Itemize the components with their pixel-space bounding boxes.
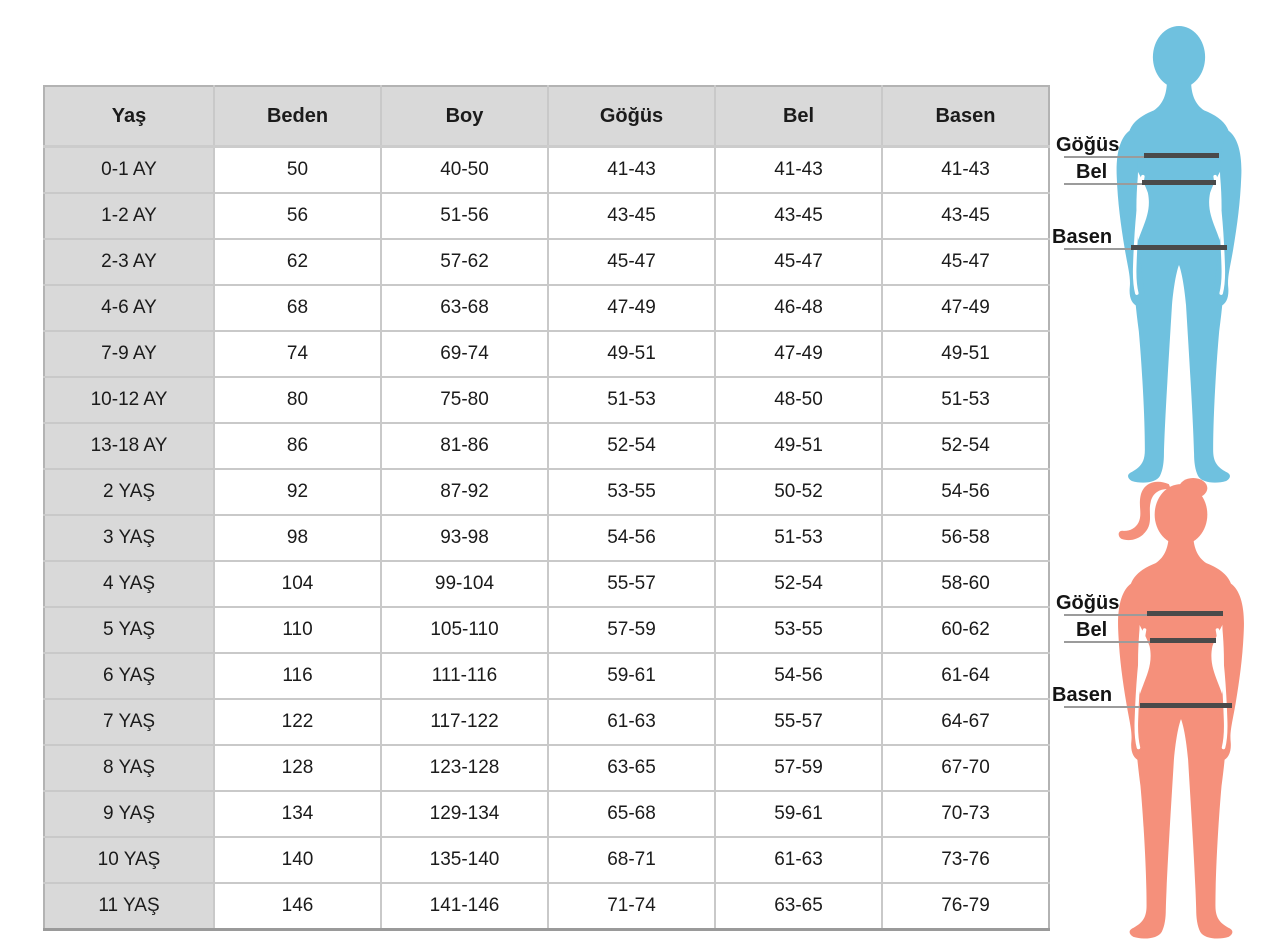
cell: 87-92 xyxy=(381,469,548,515)
size-table-header xyxy=(44,86,1049,147)
girl-silhouette-icon xyxy=(1108,476,1254,942)
row-label: 0-1 AY xyxy=(44,147,214,194)
table-row xyxy=(44,607,1049,653)
cell: 47-49 xyxy=(882,285,1049,331)
cell: 135-140 xyxy=(381,837,548,883)
column-header-2: Boy xyxy=(381,86,548,147)
cell: 54-56 xyxy=(715,653,882,699)
cell: 110 xyxy=(214,607,381,653)
table-row xyxy=(44,193,1049,239)
table-row xyxy=(44,837,1049,883)
cell: 61-64 xyxy=(882,653,1049,699)
row-label: 9 YAŞ xyxy=(44,791,214,837)
cell: 141-146 xyxy=(381,883,548,930)
cell: 45-47 xyxy=(882,239,1049,285)
cell: 76-79 xyxy=(882,883,1049,930)
measure-label-gogus-child: Göğüs xyxy=(1056,592,1120,614)
cell: 49-51 xyxy=(882,331,1049,377)
cell: 56 xyxy=(214,193,381,239)
table-row xyxy=(44,653,1049,699)
cell: 54-56 xyxy=(882,469,1049,515)
adult-female-silhouette-icon xyxy=(1108,24,1250,486)
cell: 65-68 xyxy=(548,791,715,837)
cell: 140 xyxy=(214,837,381,883)
cell: 51-53 xyxy=(715,515,882,561)
column-header-0: Yaş xyxy=(44,86,214,147)
cell: 47-49 xyxy=(715,331,882,377)
cell: 45-47 xyxy=(715,239,882,285)
cell: 81-86 xyxy=(381,423,548,469)
row-label: 7-9 AY xyxy=(44,331,214,377)
row-label: 1-2 AY xyxy=(44,193,214,239)
cell: 122 xyxy=(214,699,381,745)
cell: 129-134 xyxy=(381,791,548,837)
cell: 63-68 xyxy=(381,285,548,331)
table-row xyxy=(44,377,1049,423)
cell: 61-63 xyxy=(548,699,715,745)
cell: 51-53 xyxy=(548,377,715,423)
cell: 68-71 xyxy=(548,837,715,883)
size-table xyxy=(43,85,1050,931)
cell: 69-74 xyxy=(381,331,548,377)
row-label: 4-6 AY xyxy=(44,285,214,331)
row-label: 4 YAŞ xyxy=(44,561,214,607)
measure-line-basen-adult xyxy=(1131,245,1227,250)
row-label: 7 YAŞ xyxy=(44,699,214,745)
cell: 128 xyxy=(214,745,381,791)
cell: 62 xyxy=(214,239,381,285)
cell: 41-43 xyxy=(715,147,882,194)
cell: 92 xyxy=(214,469,381,515)
measure-label-bel-child: Bel xyxy=(1076,619,1108,641)
cell: 51-53 xyxy=(882,377,1049,423)
cell: 57-59 xyxy=(548,607,715,653)
cell: 61-63 xyxy=(715,837,882,883)
cell: 43-45 xyxy=(715,193,882,239)
row-label: 10-12 AY xyxy=(44,377,214,423)
measure-line-bel-adult xyxy=(1142,180,1216,185)
table-row xyxy=(44,791,1049,837)
cell: 67-70 xyxy=(882,745,1049,791)
cell: 52-54 xyxy=(882,423,1049,469)
table-row xyxy=(44,423,1049,469)
measure-line-gogus-adult xyxy=(1144,153,1219,158)
table-row xyxy=(44,561,1049,607)
cell: 60-62 xyxy=(882,607,1049,653)
cell: 47-49 xyxy=(548,285,715,331)
table-row xyxy=(44,331,1049,377)
cell: 53-55 xyxy=(715,607,882,653)
cell: 43-45 xyxy=(548,193,715,239)
column-header-1: Beden xyxy=(214,86,381,147)
cell: 93-98 xyxy=(381,515,548,561)
cell: 134 xyxy=(214,791,381,837)
row-label: 3 YAŞ xyxy=(44,515,214,561)
cell: 41-43 xyxy=(882,147,1049,194)
cell: 123-128 xyxy=(381,745,548,791)
cell: 116 xyxy=(214,653,381,699)
cell: 74 xyxy=(214,331,381,377)
measure-label-basen-adult: Basen xyxy=(1052,226,1113,248)
cell: 117-122 xyxy=(381,699,548,745)
row-label: 10 YAŞ xyxy=(44,837,214,883)
cell: 55-57 xyxy=(715,699,882,745)
measure-label-basen-child: Basen xyxy=(1052,684,1113,706)
table-row xyxy=(44,699,1049,745)
column-header-3: Göğüs xyxy=(548,86,715,147)
cell: 51-56 xyxy=(381,193,548,239)
cell: 80 xyxy=(214,377,381,423)
row-label: 5 YAŞ xyxy=(44,607,214,653)
cell: 111-116 xyxy=(381,653,548,699)
row-label: 8 YAŞ xyxy=(44,745,214,791)
cell: 56-58 xyxy=(882,515,1049,561)
column-header-5: Basen xyxy=(882,86,1049,147)
cell: 99-104 xyxy=(381,561,548,607)
measure-line-bel-child xyxy=(1150,638,1216,643)
cell: 105-110 xyxy=(381,607,548,653)
table-row xyxy=(44,469,1049,515)
cell: 104 xyxy=(214,561,381,607)
cell: 52-54 xyxy=(548,423,715,469)
row-label: 11 YAŞ xyxy=(44,883,214,930)
cell: 70-73 xyxy=(882,791,1049,837)
table-row xyxy=(44,239,1049,285)
cell: 75-80 xyxy=(381,377,548,423)
row-label: 6 YAŞ xyxy=(44,653,214,699)
cell: 49-51 xyxy=(548,331,715,377)
column-header-4: Bel xyxy=(715,86,882,147)
cell: 63-65 xyxy=(548,745,715,791)
row-label: 2 YAŞ xyxy=(44,469,214,515)
table-row xyxy=(44,515,1049,561)
cell: 54-56 xyxy=(548,515,715,561)
cell: 50-52 xyxy=(715,469,882,515)
cell: 55-57 xyxy=(548,561,715,607)
header-row xyxy=(44,86,1049,147)
table-row xyxy=(44,147,1049,194)
measure-label-gogus-adult: Göğüs xyxy=(1056,134,1120,156)
cell: 73-76 xyxy=(882,837,1049,883)
cell: 46-48 xyxy=(715,285,882,331)
cell: 59-61 xyxy=(715,791,882,837)
measure-label-bel-adult: Bel xyxy=(1076,161,1108,183)
cell: 98 xyxy=(214,515,381,561)
cell: 59-61 xyxy=(548,653,715,699)
cell: 68 xyxy=(214,285,381,331)
cell: 57-59 xyxy=(715,745,882,791)
size-table-body xyxy=(44,147,1049,930)
row-label: 13-18 AY xyxy=(44,423,214,469)
cell: 53-55 xyxy=(548,469,715,515)
cell: 43-45 xyxy=(882,193,1049,239)
row-label: 2-3 AY xyxy=(44,239,214,285)
measure-line-basen-child xyxy=(1140,703,1232,708)
cell: 41-43 xyxy=(548,147,715,194)
table-row xyxy=(44,883,1049,930)
cell: 63-65 xyxy=(715,883,882,930)
measure-line-gogus-child xyxy=(1147,611,1223,616)
cell: 49-51 xyxy=(715,423,882,469)
cell: 48-50 xyxy=(715,377,882,423)
table-row xyxy=(44,745,1049,791)
cell: 57-62 xyxy=(381,239,548,285)
cell: 40-50 xyxy=(381,147,548,194)
cell: 58-60 xyxy=(882,561,1049,607)
table-row xyxy=(44,285,1049,331)
cell: 52-54 xyxy=(715,561,882,607)
cell: 71-74 xyxy=(548,883,715,930)
cell: 146 xyxy=(214,883,381,930)
cell: 50 xyxy=(214,147,381,194)
cell: 45-47 xyxy=(548,239,715,285)
cell: 64-67 xyxy=(882,699,1049,745)
cell: 86 xyxy=(214,423,381,469)
